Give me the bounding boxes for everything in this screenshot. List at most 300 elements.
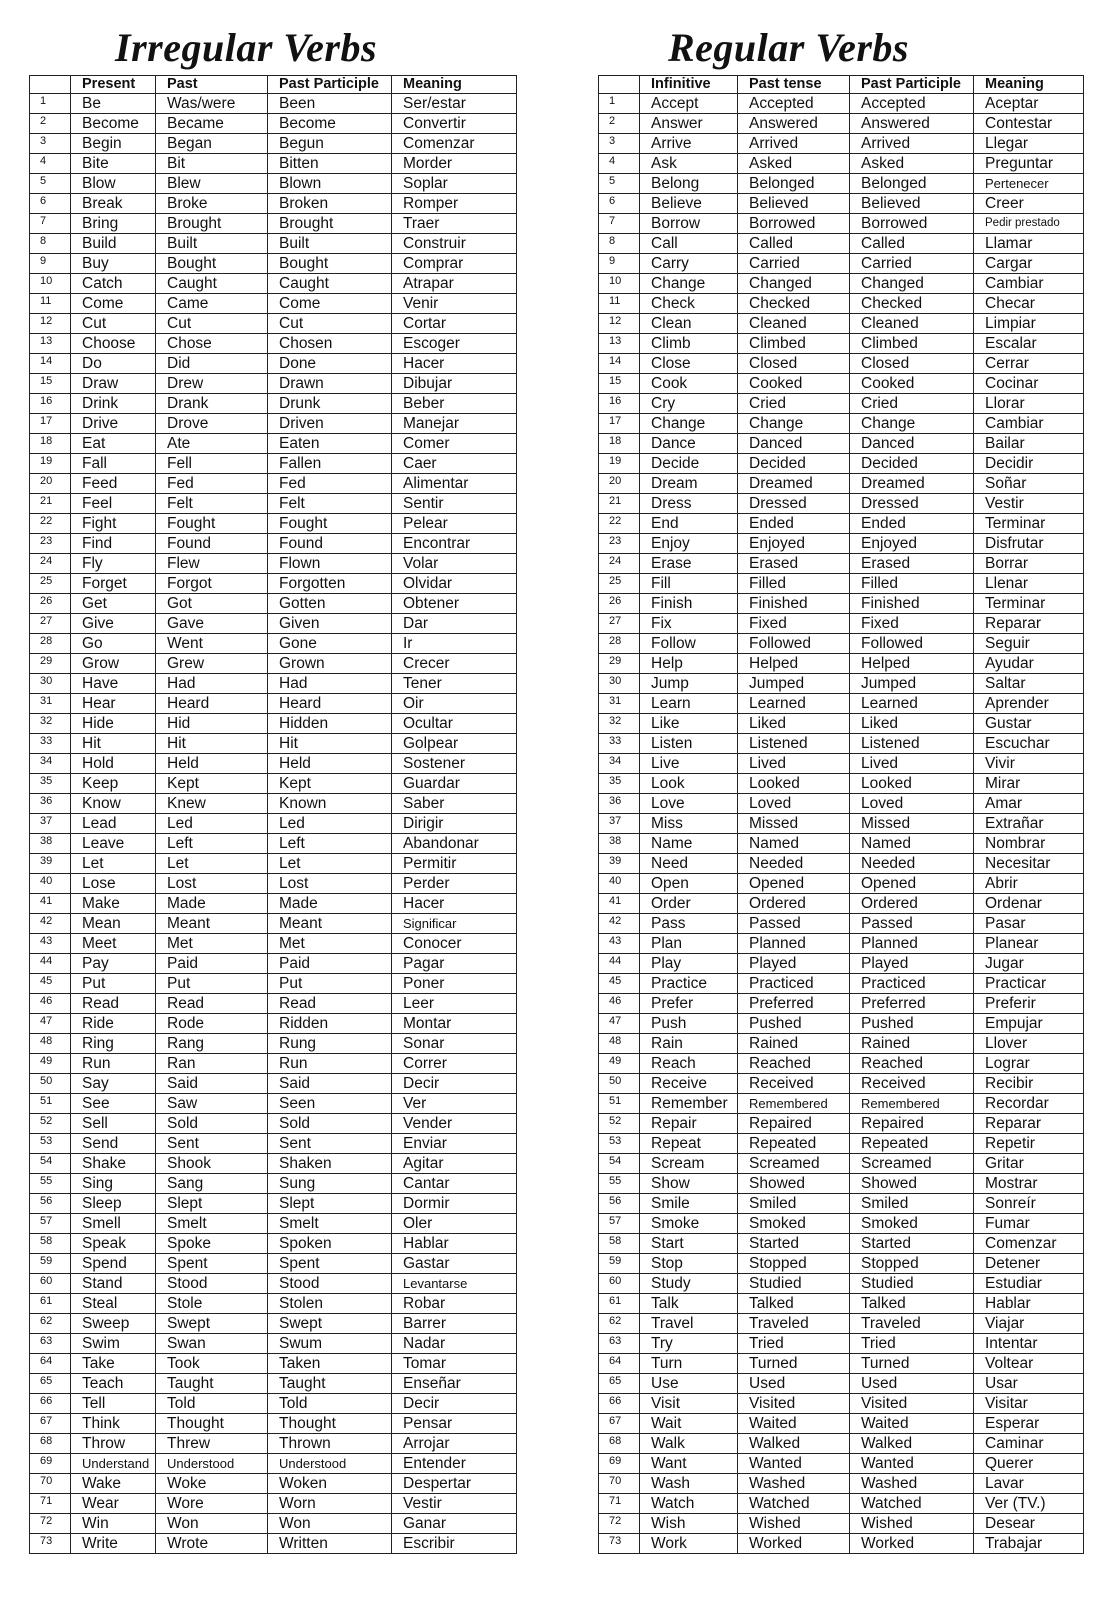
verb-base: Let (71, 854, 156, 874)
verb-past: Talked (738, 1294, 850, 1314)
verb-number: 24 (30, 554, 71, 574)
verb-number: 49 (30, 1054, 71, 1074)
verb-number: 40 (599, 874, 640, 894)
table-row (599, 994, 1084, 1014)
verb-number: 41 (599, 894, 640, 914)
verb-base: Love (640, 794, 738, 814)
verb-meaning: Vender (392, 1114, 517, 1134)
table-row (30, 934, 517, 954)
verb-base: Try (640, 1334, 738, 1354)
verb-participle: Filled (850, 574, 974, 594)
verb-meaning: Dormir (392, 1194, 517, 1214)
verb-past: Meant (156, 914, 268, 934)
verb-participle: Shaken (268, 1154, 392, 1174)
verb-participle: Danced (850, 434, 974, 454)
verb-base: Repair (640, 1114, 738, 1134)
verb-meaning: Crecer (392, 654, 517, 674)
verb-number: 54 (599, 1154, 640, 1174)
verb-base: Come (71, 294, 156, 314)
verb-base: Fix (640, 614, 738, 634)
table-row (599, 714, 1084, 734)
verb-number: 68 (30, 1434, 71, 1454)
table-row (599, 894, 1084, 914)
verb-past: Began (156, 134, 268, 154)
verb-base: Look (640, 774, 738, 794)
verb-number: 10 (599, 274, 640, 294)
table-row (30, 974, 517, 994)
verb-past: Change (738, 414, 850, 434)
verb-number: 32 (599, 714, 640, 734)
verb-past: Believed (738, 194, 850, 214)
verb-number: 64 (599, 1354, 640, 1374)
verb-participle: Closed (850, 354, 974, 374)
verb-number: 41 (30, 894, 71, 914)
verb-participle: Fed (268, 474, 392, 494)
table-row (30, 414, 517, 434)
table-row (599, 654, 1084, 674)
table-row (599, 1074, 1084, 1094)
verb-base: See (71, 1094, 156, 1114)
verb-meaning: Obtener (392, 594, 517, 614)
verb-number: 29 (30, 654, 71, 674)
verb-base: Reach (640, 1054, 738, 1074)
verb-meaning: Voltear (974, 1354, 1084, 1374)
table-row (599, 154, 1084, 174)
irregular-header-row (30, 76, 517, 94)
verb-meaning: Aceptar (974, 94, 1084, 114)
table-row (30, 954, 517, 974)
verb-meaning: Pagar (392, 954, 517, 974)
verb-past: Saw (156, 1094, 268, 1114)
verb-participle: Given (268, 614, 392, 634)
verb-number: 42 (599, 914, 640, 934)
verb-past: Traveled (738, 1314, 850, 1334)
verb-number: 38 (30, 834, 71, 854)
verb-past: Held (156, 754, 268, 774)
verb-participle: Helped (850, 654, 974, 674)
verb-participle: Met (268, 934, 392, 954)
verb-base: Be (71, 94, 156, 114)
verb-number: 56 (599, 1194, 640, 1214)
table-row (599, 134, 1084, 154)
verb-participle: Passed (850, 914, 974, 934)
verb-past: Hit (156, 734, 268, 754)
verb-number: 62 (599, 1314, 640, 1334)
verb-number: 17 (599, 414, 640, 434)
verb-participle: Belonged (850, 174, 974, 194)
table-row (30, 1434, 517, 1454)
verb-past: Fought (156, 514, 268, 534)
verb-number: 62 (30, 1314, 71, 1334)
verb-meaning: Vestir (974, 494, 1084, 514)
verb-participle: Worked (850, 1534, 974, 1554)
verb-meaning: Hablar (974, 1294, 1084, 1314)
verb-number: 15 (599, 374, 640, 394)
regular-verbs-title: Regular Verbs (668, 25, 909, 70)
verb-meaning: Abrir (974, 874, 1084, 894)
verb-base: Have (71, 674, 156, 694)
verb-participle: Looked (850, 774, 974, 794)
verb-past: Erased (738, 554, 850, 574)
table-row (30, 1194, 517, 1214)
verb-number: 46 (30, 994, 71, 1014)
verb-past: Received (738, 1074, 850, 1094)
verb-participle: Run (268, 1054, 392, 1074)
verb-base: Remember (640, 1094, 738, 1114)
verb-meaning: Vivir (974, 754, 1084, 774)
verb-base: Wash (640, 1474, 738, 1494)
verb-participle: Caught (268, 274, 392, 294)
verb-participle: Led (268, 814, 392, 834)
verb-participle: Dressed (850, 494, 974, 514)
verb-past: Put (156, 974, 268, 994)
verb-meaning: Lograr (974, 1054, 1084, 1074)
verb-meaning: Vestir (392, 1494, 517, 1514)
verb-meaning: Practicar (974, 974, 1084, 994)
verb-participle: Visited (850, 1394, 974, 1414)
verb-number: 16 (30, 394, 71, 414)
verb-participle: Come (268, 294, 392, 314)
verb-base: Visit (640, 1394, 738, 1414)
verb-participle: Waited (850, 1414, 974, 1434)
verb-past: Reached (738, 1054, 850, 1074)
table-row (599, 954, 1084, 974)
verb-participle: Showed (850, 1174, 974, 1194)
verb-meaning: Escalar (974, 334, 1084, 354)
verb-base: Push (640, 1014, 738, 1034)
table-row (30, 94, 517, 114)
verb-participle: Gone (268, 634, 392, 654)
verb-base: Miss (640, 814, 738, 834)
table-row (30, 574, 517, 594)
table-row (599, 454, 1084, 474)
table-row (30, 454, 517, 474)
verb-number: 56 (30, 1194, 71, 1214)
verb-participle: Hit (268, 734, 392, 754)
table-row (30, 214, 517, 234)
table-row (30, 1274, 517, 1294)
verb-participle: Had (268, 674, 392, 694)
verb-past: Passed (738, 914, 850, 934)
verb-number: 28 (30, 634, 71, 654)
verb-past: Said (156, 1074, 268, 1094)
verb-past: Stood (156, 1274, 268, 1294)
verb-participle: Followed (850, 634, 974, 654)
verb-past: Answered (738, 114, 850, 134)
verb-base: Choose (71, 334, 156, 354)
verb-participle: Bought (268, 254, 392, 274)
verb-base: Draw (71, 374, 156, 394)
verb-base: Sell (71, 1114, 156, 1134)
verb-past: Listened (738, 734, 850, 754)
verb-number: 11 (30, 294, 71, 314)
verb-participle: Screamed (850, 1154, 974, 1174)
verb-base: Lead (71, 814, 156, 834)
table-row (599, 474, 1084, 494)
verb-meaning: Ocultar (392, 714, 517, 734)
verb-participle: Sold (268, 1114, 392, 1134)
verb-meaning: Significar (392, 914, 517, 934)
table-row (30, 1094, 517, 1114)
verb-number: 44 (599, 954, 640, 974)
table-row (599, 574, 1084, 594)
table-row (30, 194, 517, 214)
verb-number: 2 (599, 114, 640, 134)
verb-base: Check (640, 294, 738, 314)
verb-meaning: Sonreír (974, 1194, 1084, 1214)
table-row (30, 594, 517, 614)
table-row (599, 1494, 1084, 1514)
verb-past: Accepted (738, 94, 850, 114)
verb-number: 47 (30, 1014, 71, 1034)
verb-participle: Preferred (850, 994, 974, 1014)
verb-base: Finish (640, 594, 738, 614)
verb-number: 61 (599, 1294, 640, 1314)
verb-base: Show (640, 1174, 738, 1194)
table-row (599, 1014, 1084, 1034)
verb-participle: Believed (850, 194, 974, 214)
verb-meaning: Enviar (392, 1134, 517, 1154)
verb-meaning: Cargar (974, 254, 1084, 274)
table-row (599, 174, 1084, 194)
verb-base: Forget (71, 574, 156, 594)
table-row (30, 174, 517, 194)
verb-participle: Checked (850, 294, 974, 314)
verb-past: Led (156, 814, 268, 834)
verb-base: Go (71, 634, 156, 654)
verb-meaning: Seguir (974, 634, 1084, 654)
verb-past: Took (156, 1354, 268, 1374)
verb-meaning: Recordar (974, 1094, 1084, 1114)
verb-meaning: Gastar (392, 1254, 517, 1274)
table-row (599, 1534, 1084, 1554)
verb-meaning: Golpear (392, 734, 517, 754)
table-row (599, 374, 1084, 394)
verb-meaning: Lavar (974, 1474, 1084, 1494)
table-row (599, 114, 1084, 134)
verb-participle: Known (268, 794, 392, 814)
table-row (30, 514, 517, 534)
table-row (30, 1114, 517, 1134)
verb-base: Buy (71, 254, 156, 274)
verb-base: Listen (640, 734, 738, 754)
verb-meaning: Nombrar (974, 834, 1084, 854)
verb-base: Take (71, 1354, 156, 1374)
verb-base: Stop (640, 1254, 738, 1274)
verb-participle: Enjoyed (850, 534, 974, 554)
table-row (599, 1154, 1084, 1174)
verb-past: Had (156, 674, 268, 694)
verb-meaning: Convertir (392, 114, 517, 134)
table-row (599, 1514, 1084, 1534)
verb-number: 17 (30, 414, 71, 434)
verb-base: Fall (71, 454, 156, 474)
table-row (599, 414, 1084, 434)
verb-number: 71 (599, 1494, 640, 1514)
verb-meaning: Hacer (392, 354, 517, 374)
verb-past: Built (156, 234, 268, 254)
table-row (599, 434, 1084, 454)
verb-meaning: Necesitar (974, 854, 1084, 874)
verb-participle: Cleaned (850, 314, 974, 334)
verb-number: 34 (30, 754, 71, 774)
table-row (30, 1294, 517, 1314)
verb-meaning: Alimentar (392, 474, 517, 494)
verb-past: Caught (156, 274, 268, 294)
verb-participle: Practiced (850, 974, 974, 994)
verb-participle: Begun (268, 134, 392, 154)
verb-number: 72 (599, 1514, 640, 1534)
verb-past: Lost (156, 874, 268, 894)
verb-number: 66 (30, 1394, 71, 1414)
verb-past: Called (738, 234, 850, 254)
verb-participle: Change (850, 414, 974, 434)
verb-base: Follow (640, 634, 738, 654)
verb-base: Write (71, 1534, 156, 1554)
verb-participle: Traveled (850, 1314, 974, 1334)
table-row (599, 514, 1084, 534)
verb-past: Sold (156, 1114, 268, 1134)
verb-past: Went (156, 634, 268, 654)
verb-participle: Chosen (268, 334, 392, 354)
verb-number: 50 (30, 1074, 71, 1094)
table-row (30, 254, 517, 274)
table-row (30, 1414, 517, 1434)
verb-meaning: Volar (392, 554, 517, 574)
verb-meaning: Guardar (392, 774, 517, 794)
verb-participle: Started (850, 1234, 974, 1254)
verb-past: Heard (156, 694, 268, 714)
verb-participle: Erased (850, 554, 974, 574)
verb-participle: Drunk (268, 394, 392, 414)
verb-meaning: Abandonar (392, 834, 517, 854)
verb-participle: Grown (268, 654, 392, 674)
verb-participle: Done (268, 354, 392, 374)
verb-past: Repaired (738, 1114, 850, 1134)
verb-number: 2 (30, 114, 71, 134)
verb-base: Hide (71, 714, 156, 734)
table-row (30, 774, 517, 794)
table-row (599, 1054, 1084, 1074)
verb-participle: Read (268, 994, 392, 1014)
verb-base: Teach (71, 1374, 156, 1394)
verb-base: Scream (640, 1154, 738, 1174)
table-row (30, 354, 517, 374)
verb-participle: Understood (268, 1454, 392, 1474)
table-row (30, 834, 517, 854)
verb-past: Belonged (738, 174, 850, 194)
verb-base: Enjoy (640, 534, 738, 554)
verb-base: Grow (71, 654, 156, 674)
verb-meaning: Viajar (974, 1314, 1084, 1334)
verb-participle: Taken (268, 1354, 392, 1374)
verb-past: Came (156, 294, 268, 314)
verb-meaning: Desear (974, 1514, 1084, 1534)
verb-number: 30 (30, 674, 71, 694)
verb-participle: Rung (268, 1034, 392, 1054)
verb-number: 10 (30, 274, 71, 294)
verb-participle: Meant (268, 914, 392, 934)
verb-base: Fly (71, 554, 156, 574)
verb-number: 4 (599, 154, 640, 174)
verb-number: 48 (30, 1034, 71, 1054)
verb-meaning: Entender (392, 1454, 517, 1474)
verb-base: Open (640, 874, 738, 894)
verb-past: Cut (156, 314, 268, 334)
table-row (30, 494, 517, 514)
verb-number: 27 (30, 614, 71, 634)
verb-meaning: Dar (392, 614, 517, 634)
verb-participle: Washed (850, 1474, 974, 1494)
table-row (30, 814, 517, 834)
verb-meaning: Ordenar (974, 894, 1084, 914)
verb-base: Do (71, 354, 156, 374)
verb-base: Shake (71, 1154, 156, 1174)
irregular-verbs-table (29, 75, 517, 1554)
verb-meaning: Pasar (974, 914, 1084, 934)
verb-base: Wish (640, 1514, 738, 1534)
verb-past: Left (156, 834, 268, 854)
verb-meaning: Llover (974, 1034, 1084, 1054)
verb-participle: Flown (268, 554, 392, 574)
verb-past: Sang (156, 1174, 268, 1194)
verb-number: 69 (599, 1454, 640, 1474)
verb-meaning: Tener (392, 674, 517, 694)
verb-base: Smoke (640, 1214, 738, 1234)
table-row (30, 434, 517, 454)
verb-number: 60 (30, 1274, 71, 1294)
verb-number: 20 (599, 474, 640, 494)
verb-number: 7 (599, 214, 640, 234)
verb-number: 8 (599, 234, 640, 254)
verb-number: 6 (30, 194, 71, 214)
verb-base: Start (640, 1234, 738, 1254)
verb-past: Bit (156, 154, 268, 174)
verb-base: Answer (640, 114, 738, 134)
verb-number: 35 (599, 774, 640, 794)
verb-past: Opened (738, 874, 850, 894)
verb-base: Find (71, 534, 156, 554)
verb-participle: Heard (268, 694, 392, 714)
regular-header-infinitive: Infinitive (640, 76, 738, 94)
verb-past: Dressed (738, 494, 850, 514)
verb-participle: Felt (268, 494, 392, 514)
verb-meaning: Cambiar (974, 414, 1084, 434)
verb-participle: Won (268, 1514, 392, 1534)
verb-past: Got (156, 594, 268, 614)
verb-meaning: Contestar (974, 114, 1084, 134)
verb-past: Knew (156, 794, 268, 814)
verb-past: Decided (738, 454, 850, 474)
verb-number: 67 (30, 1414, 71, 1434)
verb-base: Sleep (71, 1194, 156, 1214)
verb-past: Cooked (738, 374, 850, 394)
verb-meaning: Caer (392, 454, 517, 474)
verb-past: Wrote (156, 1534, 268, 1554)
verb-participle: Drawn (268, 374, 392, 394)
verb-participle: Fought (268, 514, 392, 534)
verb-base: Climb (640, 334, 738, 354)
verb-number: 33 (599, 734, 640, 754)
table-row (599, 854, 1084, 874)
verb-past: Threw (156, 1434, 268, 1454)
verb-participle: Lost (268, 874, 392, 894)
verb-base: Hear (71, 694, 156, 714)
verb-meaning: Barrer (392, 1314, 517, 1334)
verb-past: Looked (738, 774, 850, 794)
table-row (599, 774, 1084, 794)
verb-participle: Sent (268, 1134, 392, 1154)
